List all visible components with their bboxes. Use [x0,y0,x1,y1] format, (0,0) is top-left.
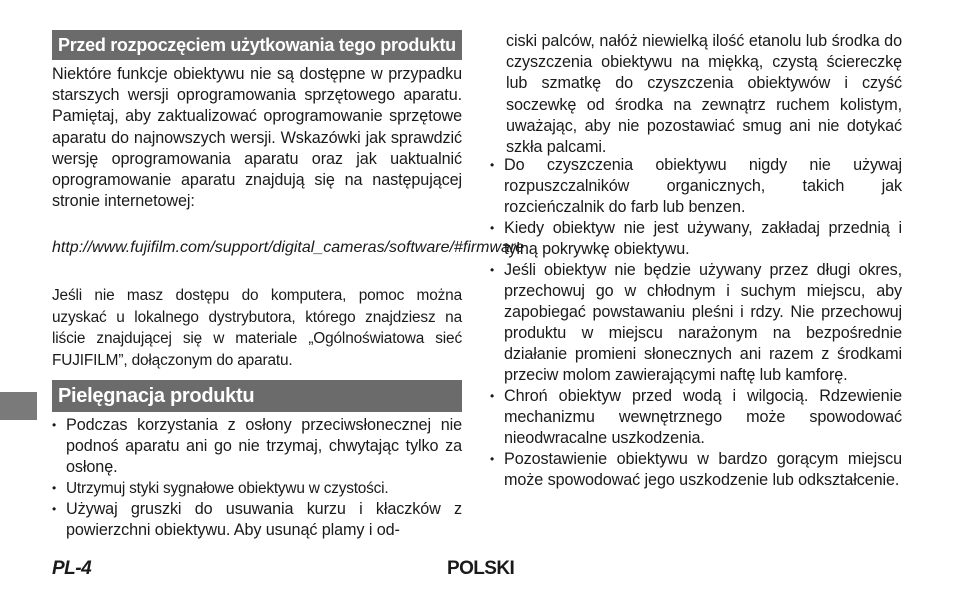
section-heading-care: Pielęgnacja produktu [52,380,462,412]
bullet-icon: • [52,418,57,432]
list-item: • Używaj gruszki do usuwania kurzu i kłaczków z powierzchni obiektywu. Aby usunąć plamy i od- [52,500,462,539]
bullet-icon: • [490,389,495,403]
bullet-icon: • [490,263,495,277]
list-item: • Podczas korzystania z osłony przeciwsłonecznej nie podnoś aparatu ani go nie trzymaj, chwytając tylko za osłonę. [52,416,462,476]
page-number: PL-4 [52,558,92,579]
list-item: • Utrzymuj styki sygnałowe obiektywu w czystości. [52,480,389,497]
language-label: POLSKI [447,558,515,579]
bullet-icon: • [490,221,495,235]
care-list-left [52,415,462,541]
support-note: Jeśli nie masz dostępu do komputera, pomoc można uzyskać u lokalnego dystrybutora, którego znajdziesz na liście znajdującej się w materiale „Ogólnoświatowa sieć FUJIFILM”, dołączonym do aparatu. [52,287,462,369]
bullet-icon: • [490,452,495,466]
continued-bullet-text: ciski palców, nałóż niewielką ilość etanolu lub środka do czyszczenia obiektywu na miękką, czystą ściereczkę lub szmatkę do czyszczenia obiektywów i czyść soczewkę od środka na zewnątrz ruchem kolistym, uważając, aby nie pozostawiać smug ani nie dotykać szkła palcami. [506,32,902,157]
list-item: • Kiedy obiektyw nie jest używany, zakładaj przednią i tylną pokrywkę obiektywu. [490,219,902,258]
bullet-icon: • [490,158,495,172]
firmware-url: http://www.fujifilm.com/support/digital_cameras/software/#firmware [52,239,525,256]
list-item: • Do czyszczenia obiektywu nigdy nie używaj rozpuszczalników organicznych, takich jak rozcieńczalnik do farb lub benzen. [490,156,902,216]
bullet-icon: • [52,502,57,516]
bullet-icon: • [52,481,57,495]
section-heading-before-use: Przed rozpoczęciem użytkowania tego produktu [52,30,462,60]
list-item: • Chroń obiektyw przed wodą i wilgocią. Rdzewienie mechanizmu wewnętrznego może spowodować nieodwracalne uszkodzenia. [490,387,902,447]
language-side-tab [0,392,37,420]
list-item: • Pozostawienie obiektywu w bardzo gorącym miejscu może spowodować jego uszkodzenie lub odkształcenie. [490,450,902,489]
intro-paragraph: Niektóre funkcje obiektywu nie są dostępne w przypadku starszych wersji oprogramowania sprzętowego aparatu. Pamiętaj, aby zaktualizować oprogramowanie sprzętowe aparatu do najnowszych wersji. Wskazówki jak sprawdzić wersję oprogramowania aparatu oraz jak uaktualnić oprogramowanie aparatu znajdują się na następującej stronie internetowej: [52,65,462,211]
list-item: • Jeśli obiektyw nie będzie używany przez długi okres, przechowuj go w chłodnym i suchym miejscu, aby zapobiegać powstawaniu pleśni i rdzy. Nie przechowuj produktu w miejscu narażonym na bezpośrednie działanie promieni słonecznych ani razem z środkami przeciw molom zawierającymi naftę lub kamforę. [490,261,902,384]
care-list-right [490,155,902,491]
